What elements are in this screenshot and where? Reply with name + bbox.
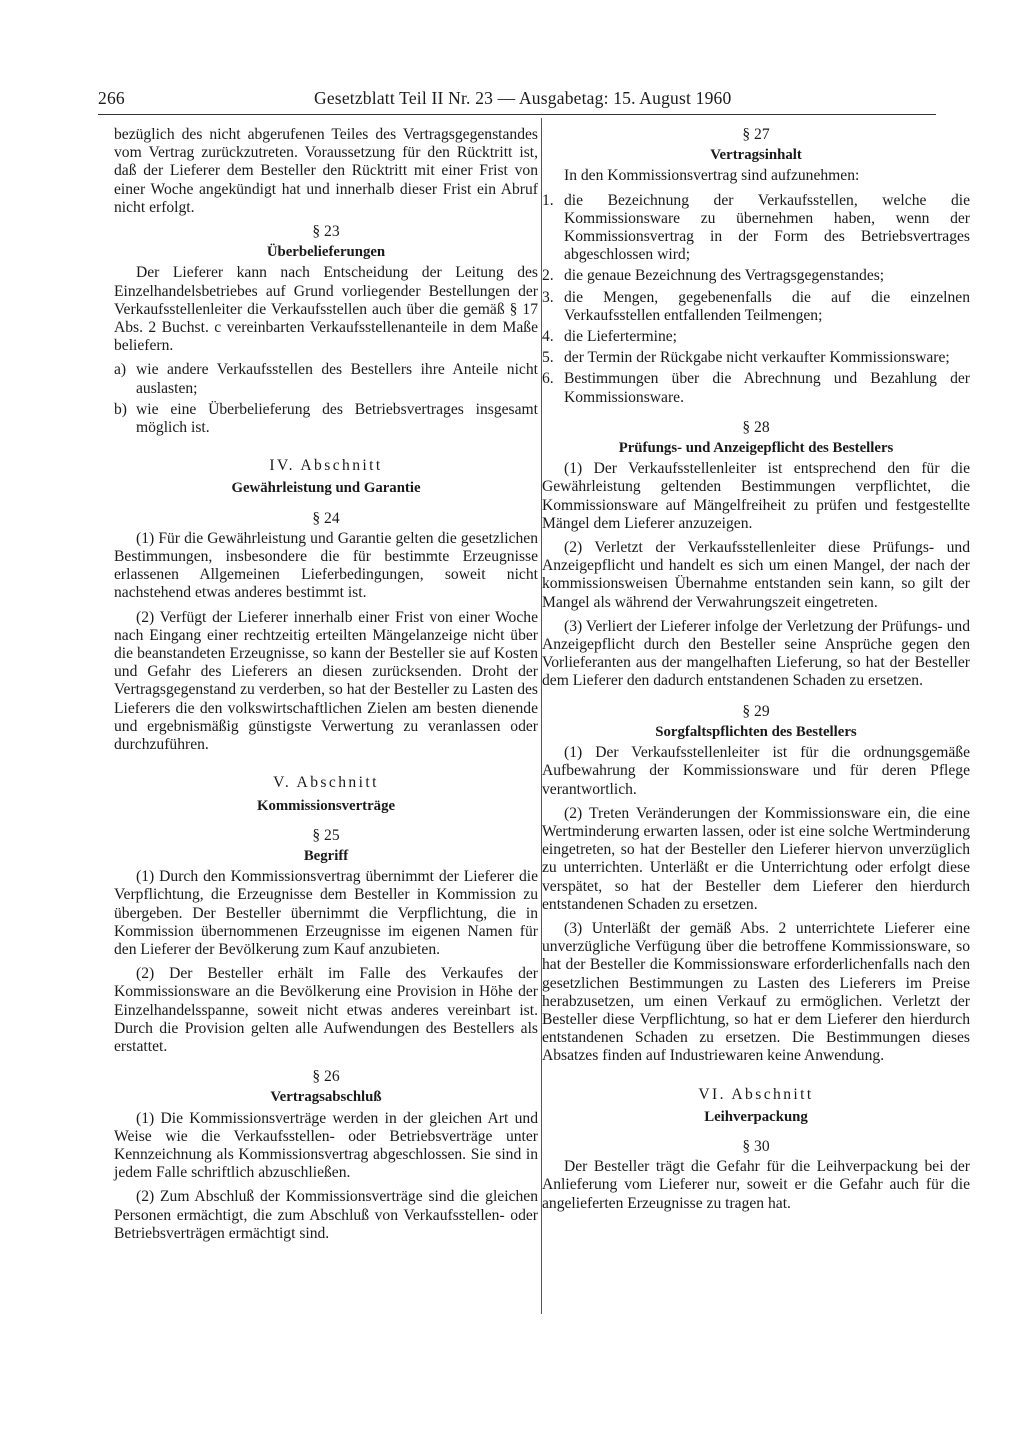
list-marker: b) (114, 400, 127, 418)
chapter-4-title: Gewährleistung und Garantie (231, 480, 421, 497)
page-number: 266 (98, 88, 125, 108)
section-24-paragraph-2: (2) Verfügt der Lieferer innerhalb einer Frist von einer Woche nach Eingang einer rechtzeitig erteilten Mängelanzeige nicht über die beanstandeten Erzeugnisse, so kann der Besteller sie auf Kosten und Gefahr des Lieferers an diesen zurücksenden. Droht der Vertragsgegenstand zu verderben, so hat der Besteller zu Lasten des Lieferers die den volkswirtschaftlichen Zielen am besten dienende und ergebnismäßig günstigste Verwertung zu veranlassen oder durchzuführen. (114, 608, 538, 754)
section-28-title: Prüfungs- und Anzeigepflicht des Bestellers (618, 440, 894, 457)
section-29-paragraph-3: (3) Unterläßt der gemäß Abs. 2 unterrichtete Lieferer eine unverzügliche Verfügung über die betroffene Kommissionsware, so hat der Besteller die Kommissionsware erforderlichenfalls nach den gesetzlichen Bestimmungen zu Lasten des Lieferers im Preise herabzusetzen, um einen Verkauf zu ermöglichen. Verletzt der Besteller diese Verpflichtung, so hat er dem Lieferer den hierdurch entstandenen Schaden zu ersetzen. Die Bestimmungen dieses Absatzes finden auf Industriewaren keine Anwendung. (542, 919, 970, 1065)
section-26-title: Vertragsabschluß (270, 1089, 382, 1106)
section-25-paragraph-2: (2) Der Besteller erhält im Falle des Verkaufes der Kommissionsware an die Bevölkerung eine Provision in Höhe der Einzelhandelsspanne, soweit nicht etwas anderes vereinbart ist. Durch die Provision gelten alle Aufwendungen des Bestellers als erstattet. (114, 965, 538, 1055)
section-26-number: § 26 (312, 1068, 340, 1086)
list-text: wie eine Überbelieferung des Betriebsvertrages insgesamt möglich ist. (136, 400, 538, 437)
intro-paragraph: bezüglich des nicht abgerufenen Teiles des Vertragsgegenstandes vom Vertrag zurückzutreten. Voraussetzung für den Rücktritt ist, daß der Lieferer dem Besteller den Rücktritt mit einer Frist von einer Woche angekündigt hat und innerhalb dieser Frist ein Abruf nicht erfolgt. (114, 126, 538, 216)
list-text: die Mengen, gegebenenfalls die auf die einzelnen Verkaufsstellen entfallenden Teilmengen; (564, 288, 970, 324)
list-marker: 2. (542, 267, 554, 285)
list-item (114, 361, 538, 397)
section-26-paragraph-1: (1) Die Kommissionsverträge werden in der gleichen Art und Weise wie die Verkaufsstellen- oder Betriebsverträge unter Kennzeichnung als Kommissionsvertrag abgeschlossen. Sie sind in jedem Falle schriftlich abzuschließen. (114, 1109, 538, 1182)
list-marker: 5. (542, 349, 554, 367)
section-23-title: Überbelieferungen (266, 244, 386, 261)
section-29-paragraph-2: (2) Treten Veränderungen der Kommissionsware ein, die eine Wertminderung erwarten lassen, oder ist eine solche Wertminderung eingetreten, so hat der Besteller den Lieferer hiervon unverzüglich zu unterrichten. Unterläßt er die Unterrichtung oder erfolgt diese verspätet, so hat der Besteller dem Lieferer den hierdurch entstandenen Schaden zu ersetzen. (542, 804, 970, 913)
section-23-number: § 23 (312, 223, 340, 241)
section-25-number: § 25 (312, 826, 340, 844)
section-30-paragraph: Der Besteller trägt die Gefahr für die Leihverpackung bei der Anlieferung vom Lieferer nur, soweit er die Gefahr auch für die angelieferten Erzeugnisse zu tragen hat. (542, 1158, 970, 1212)
list-marker: 4. (542, 328, 554, 346)
section-27-intro: In den Kommissionsvertrag sind aufzunehmen: (564, 167, 860, 185)
list-item (542, 267, 970, 285)
list-text: der Termin der Rückgabe nicht verkaufter Kommissionsware; (564, 349, 950, 367)
chapter-6-title: Leihverpackung (704, 1108, 808, 1125)
section-23-paragraph: Der Lieferer kann nach Entscheidung der Leitung des Einzelhandelsbetriebes auf Grund vorliegender Bestellungen der Verkaufsstellenleiter die Verkaufsstellen auch über die gemäß § 17 Abs. 2 Buchst. c vereinbarten Verkaufsstellenanteile in dem Maße beliefern. (114, 264, 538, 355)
list-item (542, 289, 970, 325)
list-text: wie andere Verkaufsstellen des Bestellers ihre Anteile nicht auslasten; (136, 361, 538, 397)
section-29-paragraph-1: (1) Der Verkaufsstellenleiter ist für die ordnungsgemäße Aufbewahrung der Kommissionsware und für deren Pflege verantwortlich. (542, 744, 970, 798)
section-29-title: Sorgfaltspflichten des Bestellers (655, 723, 857, 740)
right-column (542, 126, 970, 1219)
list-marker: a) (114, 361, 127, 379)
section-24-paragraph-1: (1) Für die Gewährleistung und Garantie gelten die gesetzlichen Bestimmungen, insbesondere die für bestimmte Erzeugnisse erlassenen Allgemeinen Lieferbedingungen, soweit nicht nachstehend etwas anderes bestimmt ist. (114, 529, 538, 602)
list-marker: 6. (542, 370, 554, 388)
list-text: die genaue Bezeichnung des Vertragsgegenstandes; (564, 267, 885, 285)
list-item (542, 370, 970, 406)
list-marker: 3. (542, 288, 554, 306)
section-27-title: Vertragsinhalt (710, 147, 802, 164)
section-27-number: § 27 (742, 126, 770, 143)
page-header (98, 88, 936, 112)
section-25-title: Begriff (303, 847, 349, 864)
list-text: Bestimmungen über die Abrechnung und Bezahlung der Kommissionsware. (564, 370, 970, 406)
section-28-paragraph-2: (2) Verletzt der Verkaufsstellenleiter diese Prüfungs- und Anzeigepflicht und handelt es sich um einen Mangel, der nach der kommissionsweisen Übernahme entstanden sein kann, so gilt der Mangel als während der Verwahrungszeit eingetreten. (542, 539, 970, 611)
section-28-paragraph-3: (3) Verliert der Lieferer infolge der Verletzung der Prüfungs- und Anzeigepflicht durch den Besteller seine Ansprüche gegen den Vorlieferanten aus der mangelhaften Lieferung, so hat der Besteller dem Lieferer den dadurch entstandenen Schaden zu ersetzen. (542, 617, 971, 690)
section-26-paragraph-2: (2) Zum Abschluß der Kommissionsverträge sind die gleichen Personen ermächtigt, die zum Abschluß von Verkaufsstellen- oder Betriebsverträgen ermächtigt sind. (114, 1188, 538, 1242)
list-text: die Liefertermine; (564, 328, 677, 346)
list-item (542, 192, 970, 265)
chapter-5-title: Kommissionsverträge (256, 797, 396, 814)
section-28-number: § 28 (742, 418, 770, 436)
section-27-list (542, 192, 970, 407)
chapter-5-number: V. Abschnitt (273, 774, 379, 792)
list-marker: 1. (542, 191, 554, 209)
list-item (542, 349, 970, 367)
chapter-6-number: VI. Abschnitt (698, 1085, 814, 1103)
section-30-number: § 30 (742, 1137, 770, 1155)
section-25-paragraph-1: (1) Durch den Kommissionsvertrag übernimmt der Lieferer die Verpflichtung, die Erzeugnisse dem Besteller in Kommission zu übergeben. Der Besteller übernimmt die Verpflichtung, die in Kommission übernommenen Erzeugnisse im eigenen Namen für den Lieferer der Bevölkerung zum Kauf anzubieten. (114, 868, 538, 958)
section-28-paragraph-1: (1) Der Verkaufsstellenleiter ist entsprechend den für die Gewährleistung geltenden Bestimmungen verpflichtet, die Kommissionsware auf Mängelfreiheit zu prüfen und festgestellte Mängel dem Lieferer anzuzeigen. (542, 460, 970, 532)
header-rule (98, 114, 936, 115)
publication-title: Gesetzblatt Teil II Nr. 23 — Ausgabetag: 15. August 1960 (314, 88, 732, 108)
list-text: die Bezeichnung der Verkaufsstellen, welche die Kommissionsware zu übernehmen haben, wenn der Kommissionsvertrag in der Form des Betriebsvertrages abgeschlossen wird; (564, 191, 970, 264)
list-item (114, 401, 538, 437)
list-item (542, 328, 970, 346)
section-29-number: § 29 (742, 702, 770, 720)
section-23-list (114, 361, 538, 437)
chapter-4-number: IV. Abschnitt (269, 457, 383, 475)
left-column (114, 126, 538, 1249)
section-24-number: § 24 (312, 509, 340, 527)
